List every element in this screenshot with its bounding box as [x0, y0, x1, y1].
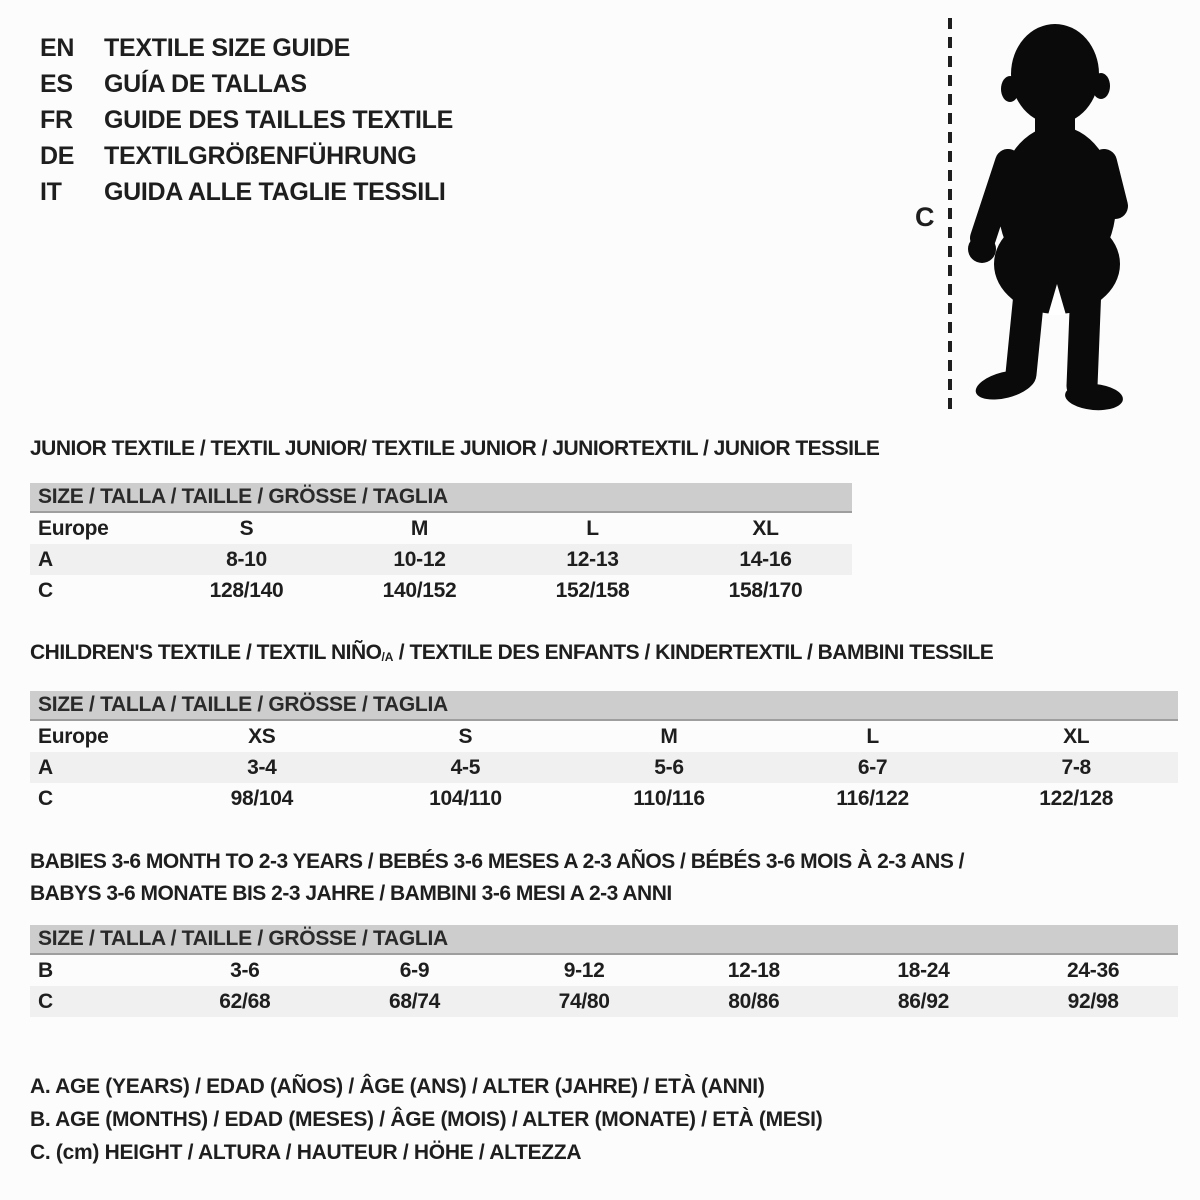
language-row: [40, 174, 453, 210]
row-value: 62/68: [219, 989, 271, 1013]
row-value: 4-5: [450, 755, 481, 779]
section-title-text: CHILDREN'S TEXTILE / TEXTIL NIÑO: [30, 641, 382, 664]
language-title: TEXTILGRÖßENFÜHRUNG: [104, 142, 417, 170]
row-value: 8-10: [226, 547, 267, 571]
language-title: TEXTILE SIZE GUIDE: [104, 34, 351, 62]
row-value: 24-36: [1067, 958, 1120, 982]
silhouette-shapes: [968, 24, 1124, 412]
section-title-line2: BABYS 3-6 MONATE BIS 2-3 JAHRE / BAMBINI 3-6 MESI A 2-3 ANNI: [30, 882, 672, 905]
row-value: 122/128: [1039, 786, 1114, 810]
row-value: S: [458, 724, 473, 748]
size-header-bar: SIZE / TALLA / TAILLE / GRÖSSE / TAGLIA: [30, 925, 1178, 955]
language-code: EN: [40, 34, 75, 62]
row-value: 80/86: [728, 989, 780, 1013]
row-value: 104/110: [429, 786, 502, 810]
row-value: XS: [248, 724, 276, 748]
legend-line-age-months: B. AGE (MONTHS) / EDAD (MESES) / ÂGE (MOIS) / ALTER (MONATE) / ETÀ (MESI): [30, 1108, 823, 1131]
row-label: C: [38, 578, 53, 602]
row-value: 92/98: [1067, 989, 1119, 1013]
row-value: 98/104: [230, 786, 294, 810]
row-value: 128/140: [209, 578, 284, 602]
table-row: [30, 955, 1178, 986]
section-title-line1: BABIES 3-6 MONTH TO 2-3 YEARS / BEBÉS 3-6 MESES A 2-3 AÑOS / BÉBÉS 3-6 MOIS À 2-3 ANS /: [30, 850, 965, 873]
row-value: 6-9: [399, 958, 430, 982]
row-value: 110/116: [633, 786, 705, 810]
language-title: GUIDA ALLE TAGLIE TESSILI: [104, 178, 446, 206]
row-label: A: [38, 755, 53, 779]
row-value: 18-24: [897, 958, 950, 982]
section-junior: [30, 437, 880, 606]
row-value: 3-4: [247, 755, 277, 779]
section-title: [30, 641, 1178, 669]
row-value: S: [239, 516, 254, 540]
section-children: [30, 641, 1178, 814]
size-header-bar: SIZE / TALLA / TAILLE / GRÖSSE / TAGLIA: [30, 483, 852, 513]
row-value: 68/74: [388, 989, 441, 1013]
language-row: [40, 30, 453, 66]
row-value: 12-18: [727, 958, 780, 982]
language-title: GUIDE DES TAILLES TEXTILE: [104, 106, 454, 134]
row-value: M: [410, 516, 429, 540]
size-header-bar: SIZE / TALLA / TAILLE / GRÖSSE / TAGLIA: [30, 691, 1178, 721]
legend: [30, 1070, 822, 1169]
row-value: 9-12: [563, 958, 605, 982]
row-value: L: [586, 516, 599, 540]
row-value: 6-7: [857, 755, 888, 779]
language-row: [40, 102, 453, 138]
row-value: 116/122: [836, 786, 909, 810]
row-value: XL: [1063, 724, 1090, 748]
section-babies: [30, 846, 1178, 1017]
row-value: 86/92: [897, 989, 949, 1013]
row-value: L: [866, 724, 879, 748]
row-label: Europe: [38, 724, 109, 748]
size-figure: [900, 0, 1180, 430]
table-row: [30, 783, 1178, 814]
language-row: [40, 66, 453, 102]
row-label: A: [38, 547, 53, 571]
row-value: XL: [752, 516, 779, 540]
row-label: C: [38, 989, 53, 1013]
row-value: 14-16: [739, 547, 792, 571]
language-code: FR: [40, 106, 73, 134]
children-size-table: [30, 721, 1178, 814]
row-value: 12-13: [566, 547, 619, 571]
row-value: 74/80: [558, 989, 610, 1013]
row-value: 5-6: [654, 755, 684, 779]
row-value: 10-12: [393, 547, 446, 571]
toddler-silhouette-icon: [958, 16, 1163, 416]
language-list: [40, 30, 453, 210]
row-value: 7-8: [1061, 755, 1091, 779]
section-title-subscript: /A: [381, 650, 394, 664]
babies-size-table: [30, 955, 1178, 1017]
legend-line-height-cm: C. (cm) HEIGHT / ALTURA / HAUTEUR / HÖHE / ALTEZZA: [30, 1141, 582, 1164]
table-row: [30, 752, 1178, 783]
table-row: [30, 513, 852, 544]
language-row: [40, 138, 453, 174]
row-value: 158/170: [728, 578, 803, 602]
language-code: IT: [40, 178, 62, 206]
row-value: 3-6: [230, 958, 260, 982]
row-value: 152/158: [555, 578, 630, 602]
row-label: Europe: [38, 516, 109, 540]
row-label: B: [38, 958, 53, 982]
junior-size-table: [30, 513, 852, 606]
table-row: [30, 544, 852, 575]
section-title: [30, 846, 1178, 910]
section-title-text: / TEXTILE DES ENFANTS / KINDERTEXTIL / BAMBINI TESSILE: [393, 641, 994, 664]
height-measure-label: C: [915, 202, 935, 232]
language-code: DE: [40, 142, 75, 170]
table-row: [30, 986, 1178, 1017]
row-value: M: [660, 724, 678, 748]
section-title: JUNIOR TEXTILE / TEXTIL JUNIOR/ TEXTILE JUNIOR / JUNIORTEXTIL / JUNIOR TESSILE: [30, 437, 880, 460]
language-title: GUÍA DE TALLAS: [104, 70, 307, 98]
table-row: [30, 721, 1178, 752]
height-dashed-line: [948, 18, 952, 416]
legend-line-age-years: A. AGE (YEARS) / EDAD (AÑOS) / ÂGE (ANS) / ALTER (JAHRE) / ETÀ (ANNI): [30, 1075, 765, 1098]
language-code: ES: [40, 70, 73, 98]
row-label: C: [38, 786, 53, 810]
table-row: [30, 575, 852, 606]
row-value: 140/152: [382, 578, 457, 602]
